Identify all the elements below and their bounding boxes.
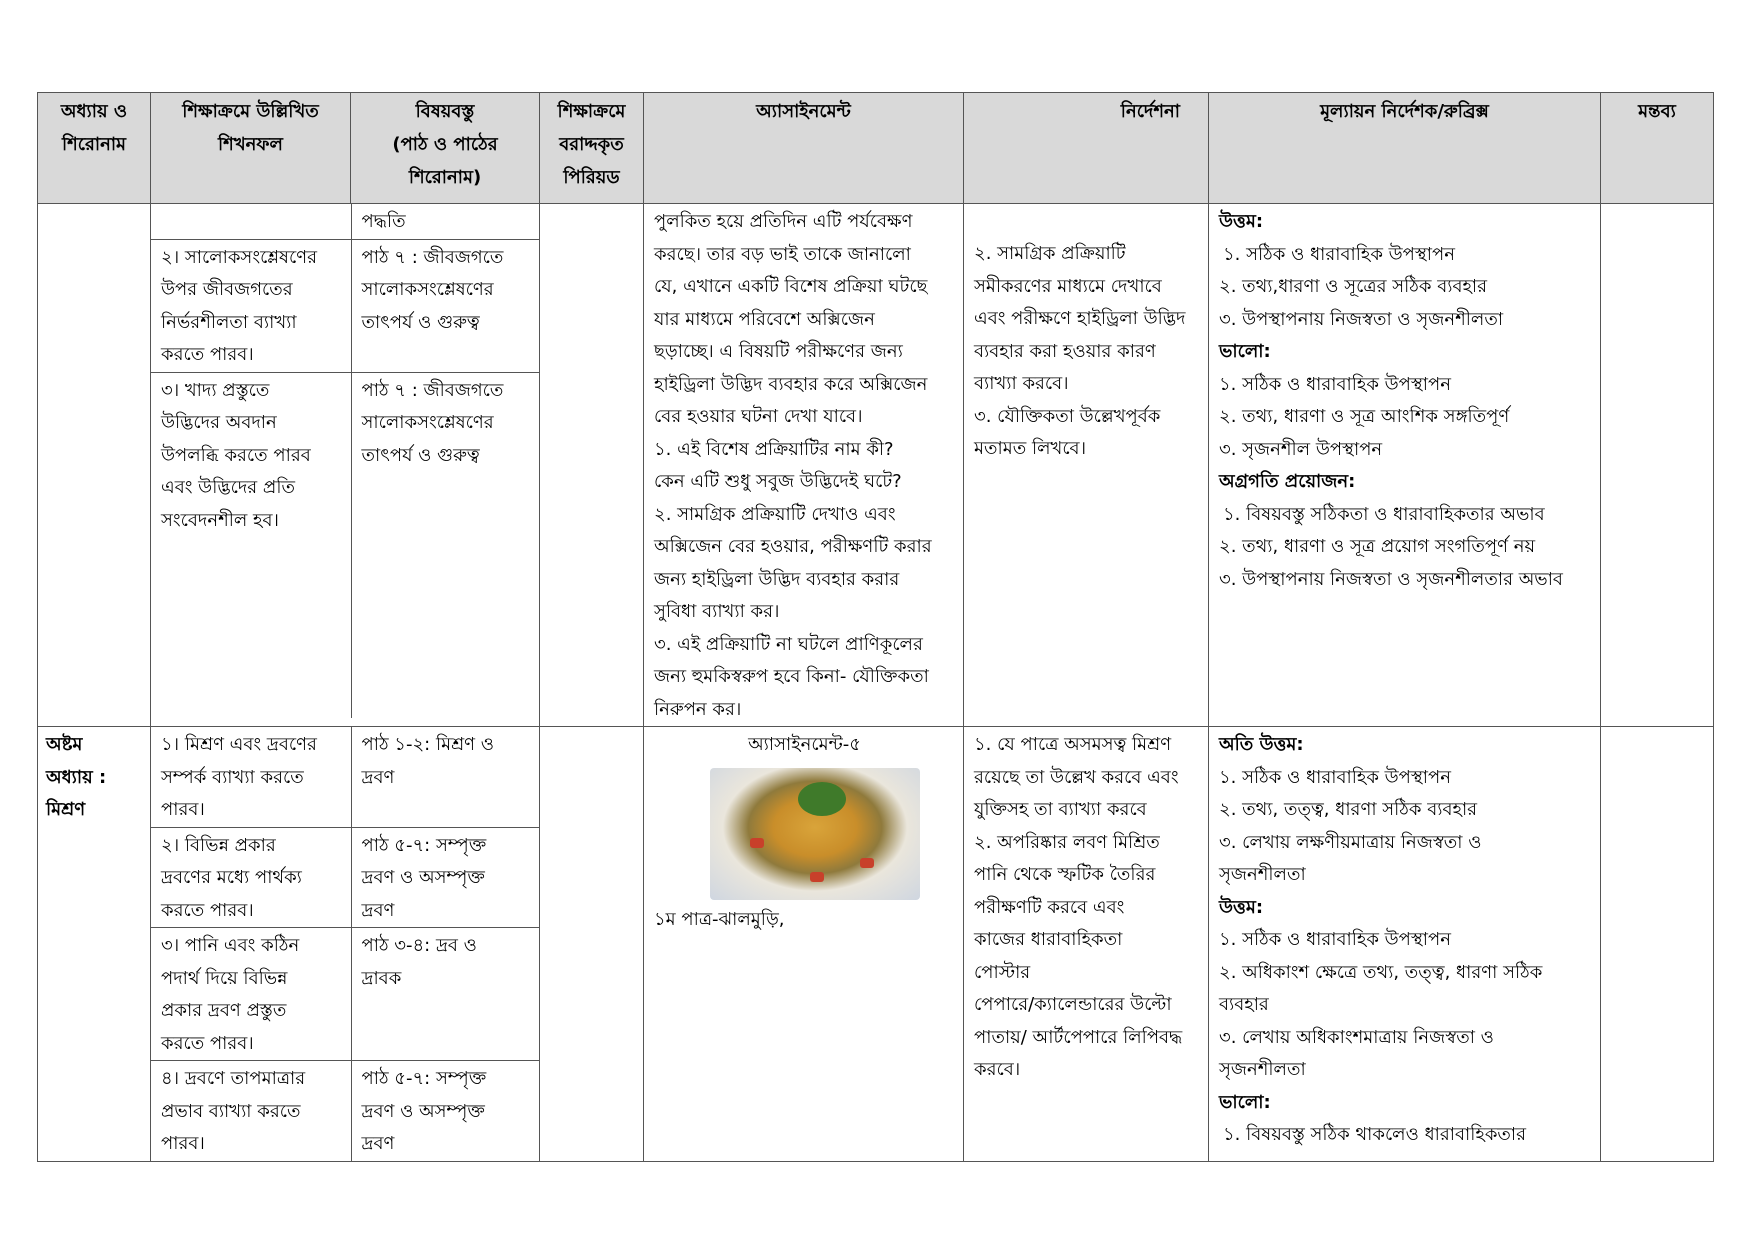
row-chapter-8 bbox=[38, 727, 1714, 1162]
chapter-text: অধ্যায় : bbox=[46, 766, 107, 788]
rubric-heading: অগ্রগতি প্রয়োজন: bbox=[1219, 471, 1356, 492]
outcome-text: পদার্থ দিয়ে বিভিন্ন bbox=[161, 967, 288, 989]
instruction-text: যুক্তিসহ তা ব্যাখ্যা করবে bbox=[974, 799, 1147, 820]
rubric-item: ২. অধিকাংশ ক্ষেত্রে তথ্য, তত্ত্ব, ধারণা সঠিক bbox=[1219, 961, 1543, 983]
instruction-text: ৩. যৌক্তিকতা উল্লেখপূর্বক bbox=[974, 405, 1161, 427]
content-text: তাৎপর্য ও গুরুত্ব bbox=[361, 311, 480, 333]
outcome-text: পারব। bbox=[161, 1133, 205, 1154]
header-remark: মন্তব্য bbox=[1601, 93, 1714, 204]
assignment-text: যার মাধ্যমে পরিবেশে অক্সিজেন bbox=[654, 308, 875, 330]
content-text: পাঠ ৭ : জীবজগতে bbox=[361, 246, 504, 268]
row-chapter-7 bbox=[38, 204, 1714, 727]
tomato-piece bbox=[810, 872, 824, 882]
outcome-row bbox=[151, 239, 540, 372]
content-text: পাঠ ১-২: মিশ্রণ ও bbox=[361, 734, 495, 755]
content-text: পাঠ ৫-৭: সম্পৃক্ত bbox=[361, 1068, 487, 1089]
outcome-content-cell bbox=[151, 204, 540, 727]
content-text: পদ্ধতি bbox=[361, 211, 406, 232]
chapter-cell bbox=[38, 727, 151, 1162]
content-text: সালোকসংশ্লেষণের bbox=[361, 279, 494, 300]
instruction-text: মতামত লিখবে। bbox=[974, 438, 1087, 459]
outcome-text: পারব। bbox=[161, 799, 205, 820]
instruction-cell bbox=[964, 204, 1209, 727]
chapter-text: অষ্টম bbox=[46, 734, 83, 755]
outcome-text: এবং উদ্ভিদের প্রতি bbox=[161, 477, 296, 498]
outcome-text: করতে পারব। bbox=[161, 344, 254, 365]
outcome-text: প্রকার দ্রবণ প্রস্তুত bbox=[161, 1000, 287, 1021]
outcome-row bbox=[151, 928, 540, 1061]
rubric-item: ৩. সৃজনশীল উপস্থাপন bbox=[1219, 438, 1383, 460]
instruction-text: ২. অপরিষ্কার লবণ মিশ্রিত bbox=[974, 831, 1160, 853]
assignment-text: কেন এটি শুধু সবুজ উদ্ভিদেই ঘটে? bbox=[654, 471, 902, 492]
rubric-item: ১. সঠিক ও ধারাবাহিক উপস্থাপন bbox=[1223, 243, 1455, 265]
content-text: তাৎপর্য ও গুরুত্ব bbox=[361, 444, 480, 466]
assignment-text: সুবিধা ব্যাখ্যা কর। bbox=[654, 601, 780, 622]
outcome-row bbox=[151, 372, 540, 718]
content-text: দ্রবণ bbox=[361, 766, 395, 788]
rubric-item: ২. তথ্য, ধারণা ও সূত্র আংশিক সঙ্গতিপূর্ণ bbox=[1219, 406, 1510, 427]
instruction-text: পানি থেকে স্ফটিক তৈরির bbox=[974, 864, 1156, 885]
rubric-heading: উত্তম: bbox=[1219, 211, 1264, 232]
tomato-piece bbox=[860, 858, 874, 868]
assignment-text: জন্য হাইড্রিলা উদ্ভিদ ব্যবহার করার bbox=[654, 568, 900, 590]
rubric-item: ব্যবহার bbox=[1219, 994, 1269, 1015]
content-text: দ্রবণ ও অসম্পৃক্ত bbox=[361, 1100, 485, 1122]
instruction-text: পোস্টার bbox=[974, 961, 1031, 983]
assignment-text: হাইড্রিলা উদ্ভিদ ব্যবহার করে অক্সিজেন bbox=[654, 373, 928, 395]
rubric-item: ৩. লেখায় লক্ষণীয়মাত্রায় নিজস্বতা ও bbox=[1219, 831, 1482, 853]
rubric-item: ১. বিষয়বস্তু সঠিকতা ও ধারাবাহিকতার অভাব bbox=[1223, 503, 1545, 525]
remark-cell bbox=[1601, 727, 1714, 1162]
outcome-content-cell bbox=[151, 727, 540, 1162]
header-chapter: অধ্যায় ও শিরোনাম bbox=[38, 93, 151, 204]
rubric-item: ১. সঠিক ও ধারাবাহিক উপস্থাপন bbox=[1219, 373, 1451, 395]
rubric-heading: অতি উত্তম: bbox=[1219, 734, 1304, 755]
outcome-text: ২। বিভিন্ন প্রকার bbox=[161, 834, 276, 856]
assignment-text: করছে। তার বড় ভাই তাকে জানালো bbox=[654, 243, 911, 265]
content-text: সালোকসংশ্লেষণের bbox=[361, 412, 494, 433]
outcome-text: ১। মিশ্রণ এবং দ্রবণের bbox=[161, 734, 317, 755]
rubric-item: ১. সঠিক ও ধারাবাহিক উপস্থাপন bbox=[1219, 929, 1451, 950]
header-outcome: শিক্ষাক্রমে উল্লিখিত শিখনফল bbox=[151, 93, 351, 204]
assignment-text: বের হওয়ার ঘটনা দেখা যাবে। bbox=[654, 406, 863, 427]
assignment-text: জন্য হুমকিস্বরুপ হবে কিনা- যৌক্তিকতা bbox=[654, 666, 929, 687]
assignment-text: যে, এখানে একটি বিশেষ প্রক্রিয়া ঘটছে bbox=[654, 276, 928, 297]
outcome-text: উপলব্ধি করতে পারব bbox=[161, 444, 311, 466]
content-text: দ্রবণ bbox=[361, 899, 395, 921]
assignment-text: ১. এই বিশেষ প্রক্রিয়াটির নাম কী? bbox=[654, 438, 894, 460]
outcome-text: ৩। পানি এবং কঠিন bbox=[161, 935, 300, 956]
assignment-caption: ১ম পাত্র-ঝালমুড়ি, bbox=[654, 908, 785, 930]
content-text: পাঠ ৫-৭: সম্পৃক্ত bbox=[361, 834, 487, 856]
outcome-row bbox=[151, 727, 540, 827]
coriander-garnish bbox=[798, 782, 846, 816]
outcome-text: উদ্ভিদের অবদান bbox=[161, 412, 277, 433]
header-period: শিক্ষাক্রমে বরাদ্দকৃত পিরিয়ড bbox=[540, 93, 644, 204]
outcome-text: নির্ভরশীলতা ব্যাখ্যা bbox=[161, 311, 297, 333]
rubric-item: ৩. উপস্থাপনায় নিজস্বতা ও সৃজনশীলতা bbox=[1219, 308, 1504, 330]
assignment-text: পুলকিত হয়ে প্রতিদিন এটি পর্যবেক্ষণ bbox=[654, 211, 913, 232]
content-text: দ্রাবক bbox=[361, 967, 402, 989]
instruction-text: ১. যে পাত্রে অসমসত্ব মিশ্রণ bbox=[974, 734, 1172, 755]
header-content: বিষয়বস্তু (পাঠ ও পাঠের শিরোনাম) bbox=[351, 93, 540, 204]
assignment-text: ৩. এই প্রক্রিয়াটি না ঘটলে প্রাণিকূলের bbox=[654, 633, 923, 655]
instruction-text: পরীক্ষণটি করবে এবং bbox=[974, 896, 1125, 918]
rubric-item: ২. তথ্য, ধারণা ও সূত্র প্রয়োগ সংগতিপূর্ণ নয় bbox=[1219, 536, 1536, 557]
assignment-cell bbox=[644, 727, 964, 1162]
tomato-piece bbox=[750, 838, 764, 848]
outcome-text: ২। সালোকসংশ্লেষণের bbox=[161, 246, 317, 268]
instruction-text: ব্যাখ্যা করবে। bbox=[974, 373, 1069, 394]
chapter-text: মিশ্রণ bbox=[46, 799, 86, 820]
header-assignment: অ্যাসাইনমেন্ট bbox=[644, 93, 964, 204]
lesson-plan-table bbox=[37, 92, 1714, 1162]
instruction-text: রয়েছে তা উল্লেখ করবে এবং bbox=[974, 766, 1179, 788]
outcome-text: করতে পারব। bbox=[161, 899, 254, 921]
rubric-item: ৩. লেখায় অধিকাংশমাত্রায় নিজস্বতা ও bbox=[1219, 1026, 1494, 1048]
instruction-text: ব্যবহার করা হওয়ার কারণ bbox=[974, 340, 1156, 362]
rubric-heading: উত্তম: bbox=[1219, 896, 1264, 918]
outcome-text: সংবেদনশীল হব। bbox=[161, 509, 279, 531]
instruction-text: এবং পরীক্ষণে হাইড্রিলা উদ্ভিদ bbox=[974, 308, 1186, 329]
instruction-text: কাজের ধারাবাহিকতা bbox=[974, 929, 1123, 950]
outcome-text: দ্রবণের মধ্যে পার্থক্য bbox=[161, 867, 302, 888]
instruction-text: সমীকরণের মাধ্যমে দেখাবে bbox=[974, 275, 1162, 297]
content-text: পাঠ ৩-৪: দ্রব ও bbox=[361, 935, 477, 956]
outcome-text: করতে পারব। bbox=[161, 1032, 254, 1054]
instruction-text: ২. সামগ্রিক প্রক্রিয়াটি bbox=[974, 243, 1126, 264]
outcome-text: ৩। খাদ্য প্রস্তুতে bbox=[161, 379, 270, 401]
rubric-item: ১. বিষয়বস্তু সঠিক থাকলেও ধারাবাহিকতার bbox=[1223, 1124, 1527, 1145]
rubric-item: ১. সঠিক ও ধারাবাহিক উপস্থাপন bbox=[1219, 766, 1451, 788]
assignment-text: অক্সিজেন বের হওয়ার, পরীক্ষণটি করার bbox=[654, 536, 932, 557]
rubric-item: ২. তথ্য,ধারণা ও সূত্রের সঠিক ব্যবহার bbox=[1219, 276, 1488, 297]
chapter-cell bbox=[38, 204, 151, 727]
content-text: দ্রবণ bbox=[361, 1133, 395, 1154]
rubric-cell bbox=[1209, 727, 1601, 1162]
outcome-text: উপর জীবজগতের bbox=[161, 279, 293, 300]
outcome-row bbox=[151, 827, 540, 928]
header-row bbox=[38, 93, 1714, 204]
rubric-item: সৃজনশীলতা bbox=[1219, 864, 1306, 885]
rubric-heading: ভালো: bbox=[1219, 1091, 1271, 1113]
assignment-cell bbox=[644, 204, 964, 727]
rubric-heading: ভালো: bbox=[1219, 341, 1271, 362]
assignment-title: অ্যাসাইনমেন্ট-৫ bbox=[748, 734, 861, 755]
instruction-text: করবে। bbox=[974, 1059, 1021, 1080]
remark-cell bbox=[1601, 204, 1714, 727]
period-cell bbox=[540, 204, 644, 727]
instruction-text: পাতায়/ আর্টপেপারে লিপিবদ্ধ bbox=[974, 1026, 1183, 1048]
period-cell bbox=[540, 727, 644, 1162]
jhalmuri-image bbox=[710, 768, 920, 900]
assignment-text: ছড়াচ্ছে। এ বিষয়টি পরীক্ষণের জন্য bbox=[654, 341, 903, 362]
assignment-text: ২. সামগ্রিক প্রক্রিয়াটি দেখাও এবং bbox=[654, 503, 896, 525]
outcome-text: সম্পর্ক ব্যাখ্যা করতে bbox=[161, 766, 304, 788]
outcome-row bbox=[151, 1061, 540, 1161]
assignment-text: নিরুপন কর। bbox=[654, 698, 742, 720]
rubric-cell bbox=[1209, 204, 1601, 727]
instruction-cell bbox=[964, 727, 1209, 1162]
content-text: পাঠ ৭ : জীবজগতে bbox=[361, 379, 504, 401]
header-rubric: মূল্যায়ন নির্দেশক/রুব্রিক্স bbox=[1209, 93, 1601, 204]
rubric-item: সৃজনশীলতা bbox=[1219, 1059, 1306, 1080]
rubric-item: ২. তথ্য, তত্ত্ব, ধারণা সঠিক ব্যবহার bbox=[1219, 799, 1478, 820]
outcome-text: ৪। দ্রবণে তাপমাত্রার bbox=[161, 1068, 306, 1089]
header-instruction: নির্দেশনা bbox=[964, 93, 1209, 204]
rubric-item: ৩. উপস্থাপনায় নিজস্বতা ও সৃজনশীলতার অভাব bbox=[1219, 568, 1563, 590]
instruction-text: পেপারে/ক্যালেন্ডারের উল্টো bbox=[974, 994, 1172, 1015]
outcome-text: প্রভাব ব্যাখ্যা করতে bbox=[161, 1100, 301, 1122]
content-text: দ্রবণ ও অসম্পৃক্ত bbox=[361, 867, 485, 888]
